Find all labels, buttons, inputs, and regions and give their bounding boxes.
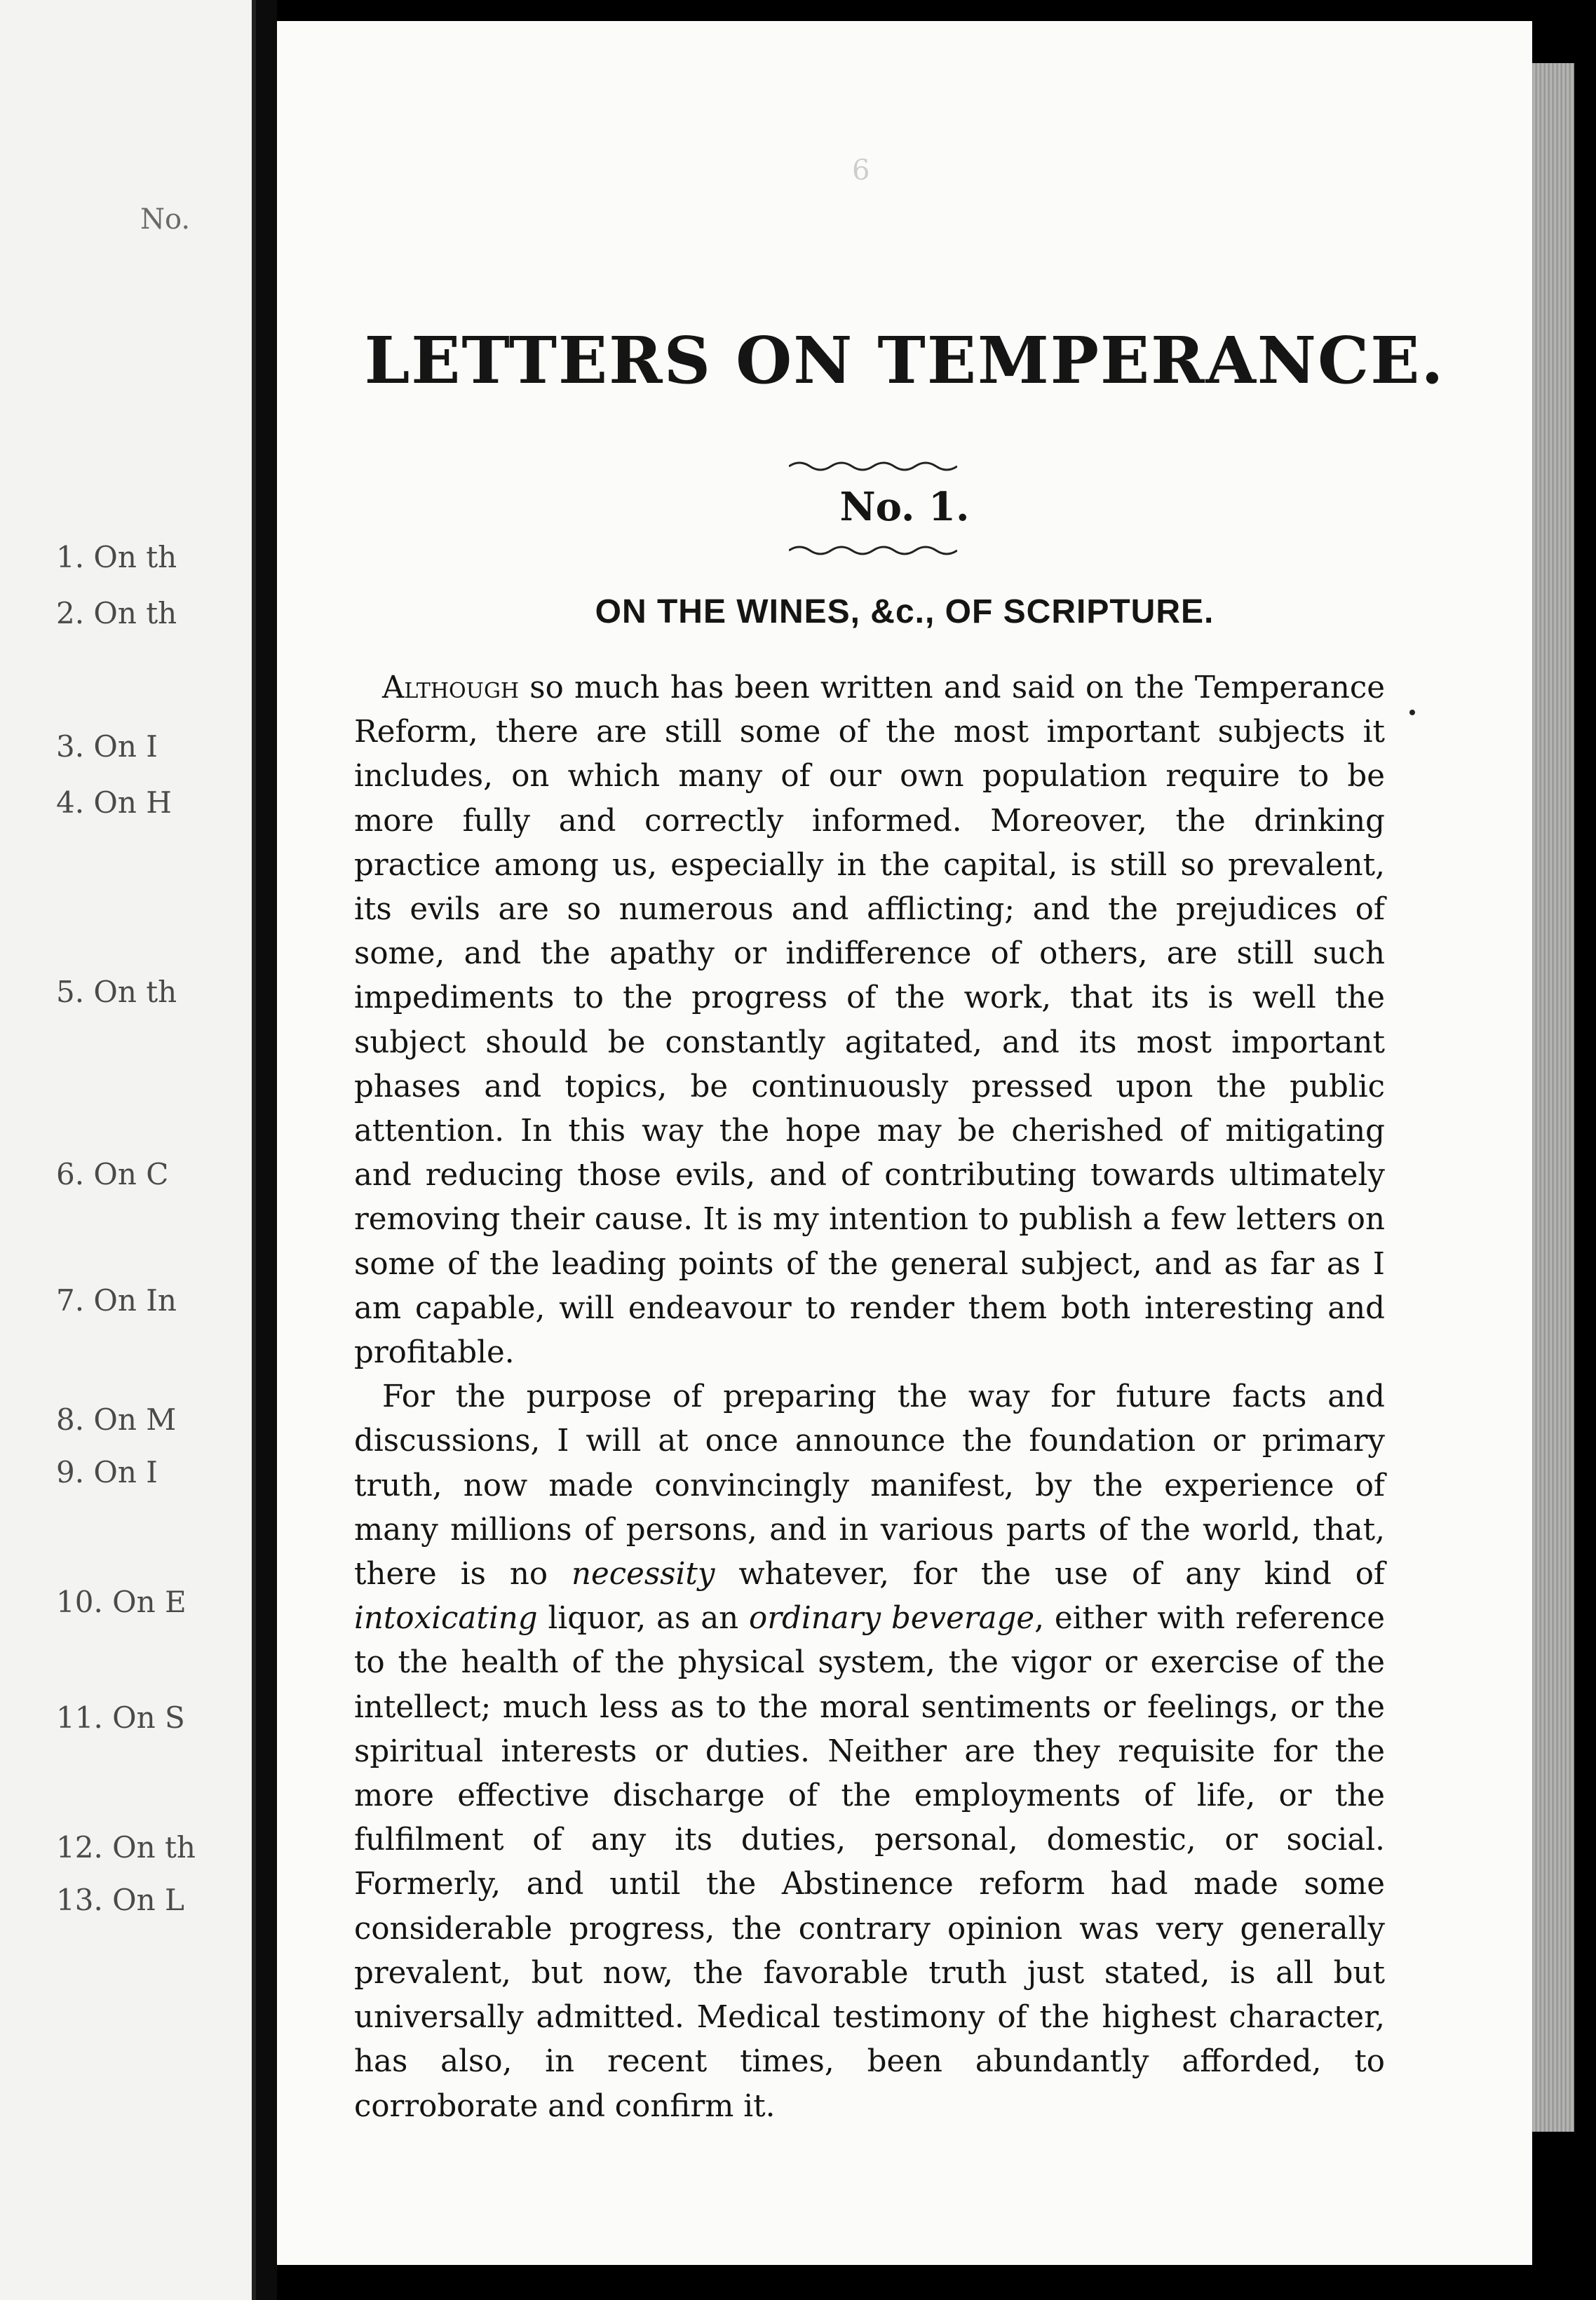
page-edges — [1532, 63, 1574, 2132]
facing-page-item: 12. On th — [56, 1830, 196, 1865]
book-spine — [256, 0, 277, 2300]
facing-page-item: 4. On H — [56, 785, 172, 820]
facing-page-item: 2. On th — [56, 596, 177, 630]
paragraph-2-text: whatever, for the use of any kind of — [715, 1557, 1385, 1592]
document-page — [277, 21, 1532, 2265]
page-title: LETTERS ON TEMPERANCE. — [364, 323, 1445, 398]
drop-lead: Although — [382, 670, 520, 705]
facing-page-item: 5. On th — [56, 975, 177, 1009]
paragraph-2 — [354, 1375, 1385, 2128]
scan-border — [1574, 0, 1596, 2300]
letter-number: No. 1. — [839, 484, 970, 530]
paragraph-1 — [354, 666, 1385, 1375]
page-number: 6 — [852, 154, 870, 187]
facing-page-item: 13. On L — [56, 1883, 184, 1917]
emphasis-beverage: ordinary beverage — [749, 1601, 1035, 1637]
body-text — [354, 666, 1385, 2129]
paragraph-1-text: so much has been written and said on the Temperance Reform, there are still some of the most important subjects it includes, on which many of our own population require to be more fully and correctly informed. Moreover, the drinking practice among us, especially in the capital, is still so prevalent, its evils are so numerous and afflicting; and the prejudices of some, and the apathy or indifference of others, are still such impediments to the progress of the work, that its is well the subject should be constantly agitated, and its most important phases and topics, be continuously pressed upon the public attention. In this way the hope may be cherished of mitigating and reducing those evils, and of contributing towards ultimately removing their cause. It is my intention to publish a few letters on some of the leading points of the general subject, and as far as I am capable, will endeavour to render them both interesting and profitable. — [354, 670, 1385, 1371]
facing-page-item: 1. On th — [56, 540, 177, 574]
facing-page-header: No. — [140, 203, 191, 236]
facing-page — [0, 0, 256, 2300]
ink-speck — [1409, 710, 1415, 715]
emphasis-necessity: necessity — [571, 1557, 715, 1592]
facing-page-item: 7. On In — [56, 1283, 177, 1318]
facing-page-item: 9. On I — [56, 1455, 158, 1489]
section-heading: ON THE WINES, &c., OF SCRIPTURE. — [595, 593, 1215, 630]
paragraph-2-text: For the purpose of preparing the way for future facts and discussions, I will at once announce the foundation or primary truth, now made convincingly manifest, by the experience of many millions of persons, and in various parts of the world, that, there is no — [354, 1379, 1385, 1592]
ornament-rule-bottom — [789, 543, 957, 557]
paragraph-2-text: , either with reference to the health of the physical system, the vigor or exercise of the intellect; much less as to the moral sentiments or feelings, or the spiritual interests or duties. Neither are they requisite for the more effective discharge of the employments of life, or the fulfilment of any its duties, personal, domestic, or social. Formerly, and until the Abstinence reform had made some considerable progress, the contrary opinion was very generally prevalent, but now, the favorable truth just stated, is all but universally admitted. Medical testimony of the highest character, has also, in recent times, been abundantly afforded, to corroborate and confirm it. — [354, 1601, 1385, 2124]
facing-page-item: 6. On C — [56, 1157, 169, 1191]
facing-page-item: 10. On E — [56, 1585, 187, 1619]
emphasis-intoxicating: intoxicating — [354, 1601, 538, 1637]
facing-page-item: 3. On I — [56, 729, 158, 764]
ornament-rule-top — [789, 459, 957, 473]
facing-page-item: 11. On S — [56, 1700, 185, 1735]
paragraph-2-text: liquor, as an — [537, 1601, 750, 1637]
facing-page-item: 8. On M — [56, 1402, 177, 1437]
